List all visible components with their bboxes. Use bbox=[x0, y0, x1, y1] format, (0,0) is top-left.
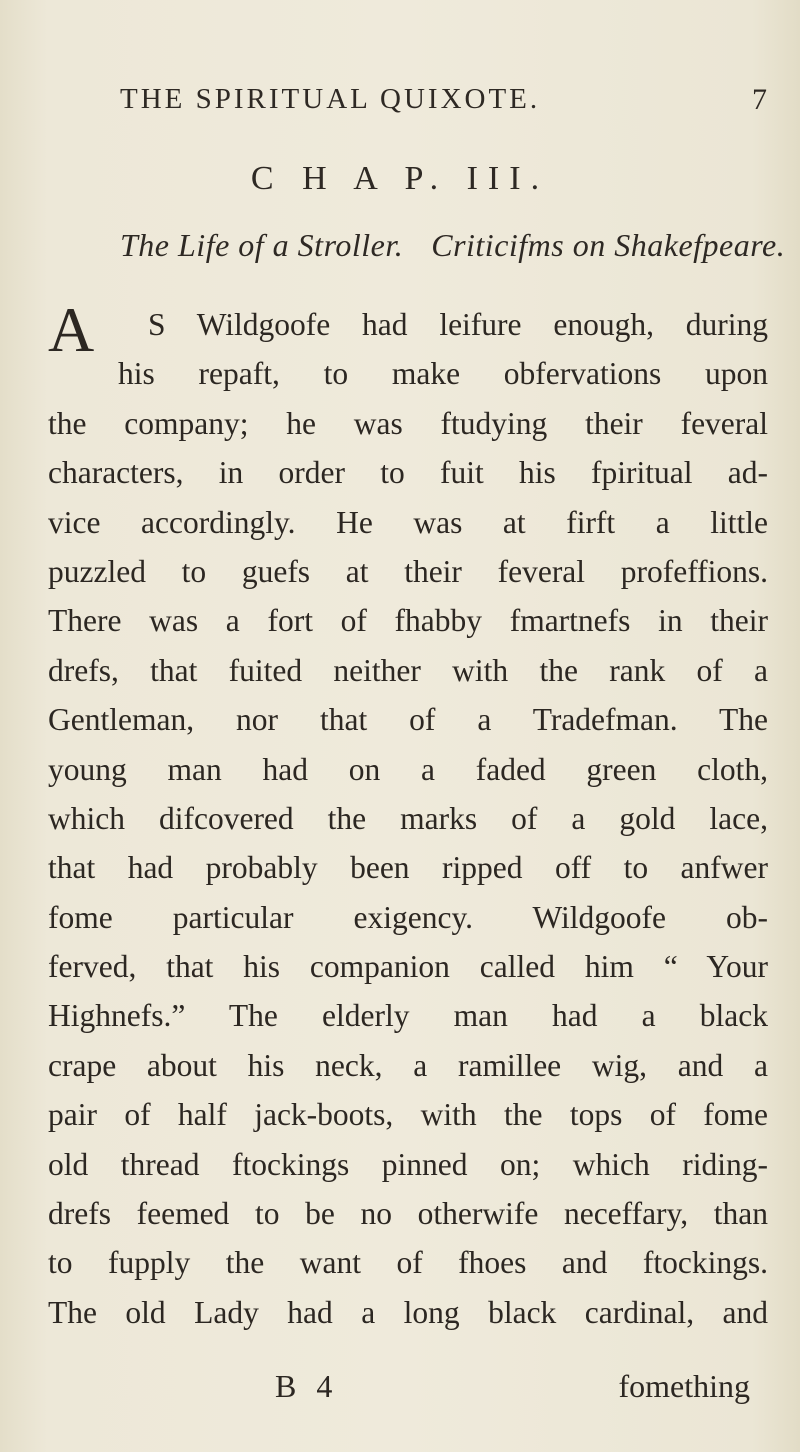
text-line: that had probably been ripped off to anfwer bbox=[48, 850, 768, 886]
text-line: to fupply the want of fhoes and ftockings. bbox=[48, 1245, 768, 1281]
text-line: vice accordingly. He was at firft a little bbox=[48, 504, 768, 540]
text-line: the company; he was ftudying their feveral bbox=[48, 405, 768, 441]
text-line: Highnefs.” The elderly man had a black bbox=[48, 998, 768, 1034]
argument-part-2: Criticifms on Shakefpeare. bbox=[431, 227, 786, 263]
text-line: Gentleman, nor that of a Tradefman. The bbox=[48, 702, 768, 738]
text-line: ferved, that his companion called him “ Your bbox=[48, 949, 768, 985]
text-line: drefs, that fuited neither with the rank of a bbox=[48, 652, 768, 688]
text-line: drefs feemed to be no otherwife neceffary, than bbox=[48, 1196, 768, 1232]
text-line: There was a fort of fhabby fmartnefs in their bbox=[48, 603, 768, 639]
argument-part-1: The Life of a Stroller. bbox=[120, 227, 404, 263]
text-line: puzzled to guefs at their feveral profeffions. bbox=[48, 553, 768, 589]
chapter-argument bbox=[120, 227, 786, 264]
text-line: which difcovered the marks of a gold lace, bbox=[48, 800, 768, 836]
body-text bbox=[48, 294, 768, 1337]
catchword: fomething bbox=[618, 1368, 750, 1404]
text-line: pair of half jack-boots, with the tops of fome bbox=[48, 1097, 768, 1133]
chapter-heading: C H A P. III. bbox=[250, 160, 550, 197]
running-head bbox=[120, 83, 770, 123]
running-title: THE SPIRITUAL QUIXOTE. bbox=[120, 83, 541, 115]
text-line: fome particular exigency. Wildgoofe ob- bbox=[48, 899, 768, 935]
page-number: 7 bbox=[752, 83, 770, 116]
text-line: crape about his neck, a ramillee wig, and a bbox=[48, 1047, 768, 1083]
page-footer bbox=[0, 1368, 800, 1418]
text-line: old thread ftockings pinned on; which riding- bbox=[48, 1146, 768, 1182]
text-line: The old Lady had a long black cardinal, and bbox=[48, 1294, 768, 1330]
text-line: characters, in order to fuit his fpiritual ad- bbox=[48, 455, 768, 491]
drop-cap: A bbox=[48, 294, 95, 365]
text-line: S Wildgoofe had leifure enough, during bbox=[148, 307, 768, 342]
text-line: his repaft, to make obfervations upon bbox=[118, 356, 768, 392]
text-line: young man had on a faded green cloth, bbox=[48, 751, 768, 787]
signature-mark: B 4 bbox=[275, 1368, 339, 1404]
